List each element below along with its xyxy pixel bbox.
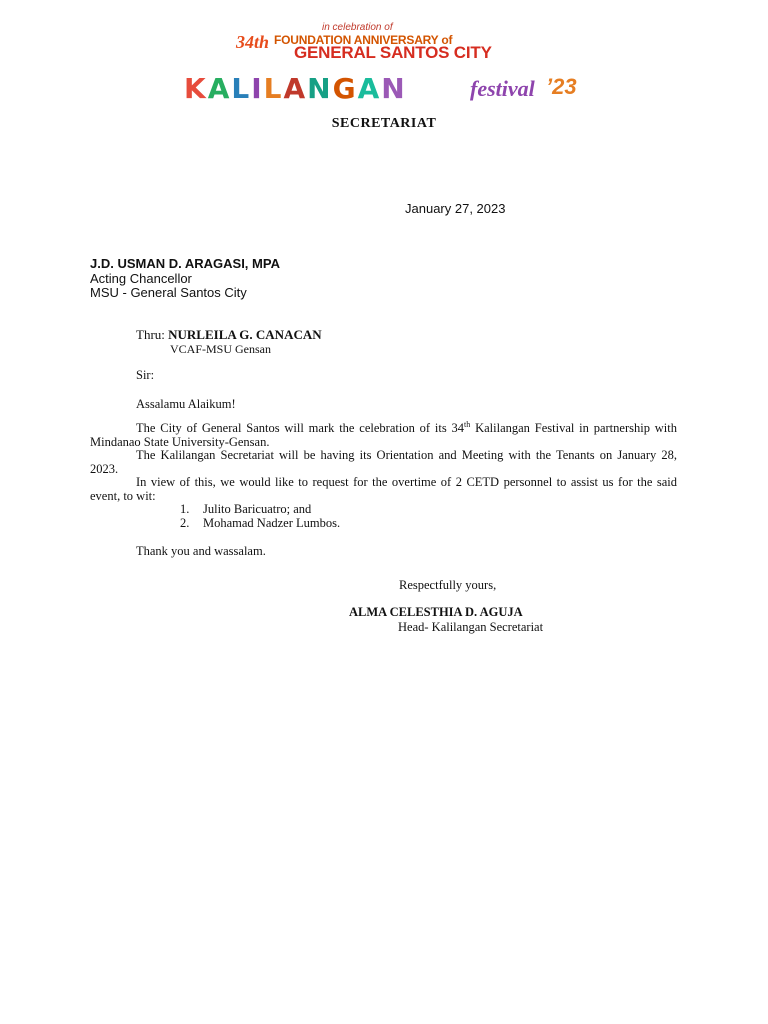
festival-letter: G: [332, 72, 358, 105]
festival-letter: N: [307, 72, 333, 105]
personnel-list: [180, 502, 340, 530]
list-number: 1.: [180, 502, 190, 516]
thanks-line: Thank you and wassalam.: [136, 544, 266, 558]
anniversary-banner: [236, 24, 556, 64]
list-text: Julito Baricuatro; and: [203, 502, 312, 516]
festival-letter: L: [263, 72, 284, 105]
paragraph-1: [90, 418, 677, 449]
ordinal-suffix: th: [464, 420, 471, 429]
letter-date: January 27, 2023: [405, 201, 506, 216]
festival-logo: [184, 70, 604, 110]
festival-letter: K: [184, 72, 208, 105]
signer-title: Head- Kalilangan Secretariat: [398, 620, 544, 634]
festival-year: ’23: [546, 74, 577, 99]
thru-line: [136, 327, 322, 343]
recipient-name: J.D. USMAN D. ARAGASI, MPA: [90, 256, 280, 271]
thru-label: Thru:: [136, 327, 165, 342]
salutation: Sir:: [136, 368, 155, 382]
paragraph-2: The Kalilangan Secretariat will be having its Orientation and Meeting with the Tenants on January 28, 2023.: [90, 448, 677, 476]
city-name: GENERAL SANTOS CITY: [294, 43, 492, 62]
signer-name: ALMA CELESTHIA D. AGUJA: [349, 605, 523, 619]
festival-letter: N: [381, 72, 407, 105]
paragraph-3: In view of this, we would like to request for the overtime of 2 CETD personnel to assist us for the said event, to wit:: [90, 475, 677, 503]
festival-letter: A: [207, 72, 232, 105]
office-heading: SECRETARIAT: [331, 116, 437, 131]
festival-name: [184, 72, 407, 105]
recipient-block: [90, 257, 280, 301]
list-item: [180, 516, 340, 530]
list-item: [180, 502, 340, 516]
recipient-title: Acting Chancellor: [90, 270, 192, 286]
thru-name: NURLEILA G. CANACAN: [168, 327, 322, 342]
recipient-org: MSU - General Santos City: [90, 285, 247, 300]
greeting: Assalamu Alaikum!: [136, 397, 236, 411]
paragraph-1-end: Kalilangan Festival in partnership with Mindanao State University-Gensan.: [90, 421, 678, 449]
anniversary-text: FOUNDATION ANNIVERSARY of: [274, 33, 453, 47]
closing: Respectfully yours,: [399, 578, 497, 592]
festival-letter: I: [251, 72, 264, 105]
letter-body: [90, 418, 677, 503]
festival-letter: A: [357, 72, 382, 105]
festival-letter: A: [283, 72, 308, 105]
anniversary-number: 34th: [236, 32, 270, 52]
thru-position: VCAF-MSU Gensan: [170, 342, 272, 356]
festival-word: festival: [470, 76, 535, 101]
festival-letter: L: [231, 72, 252, 105]
paragraph-1-start: The City of General Santos will mark the celebration of its 34: [136, 421, 465, 436]
list-text: Mohamad Nadzer Lumbos.: [203, 516, 341, 530]
celebration-caption: in celebration of: [322, 22, 393, 33]
list-number: 2.: [180, 516, 190, 530]
